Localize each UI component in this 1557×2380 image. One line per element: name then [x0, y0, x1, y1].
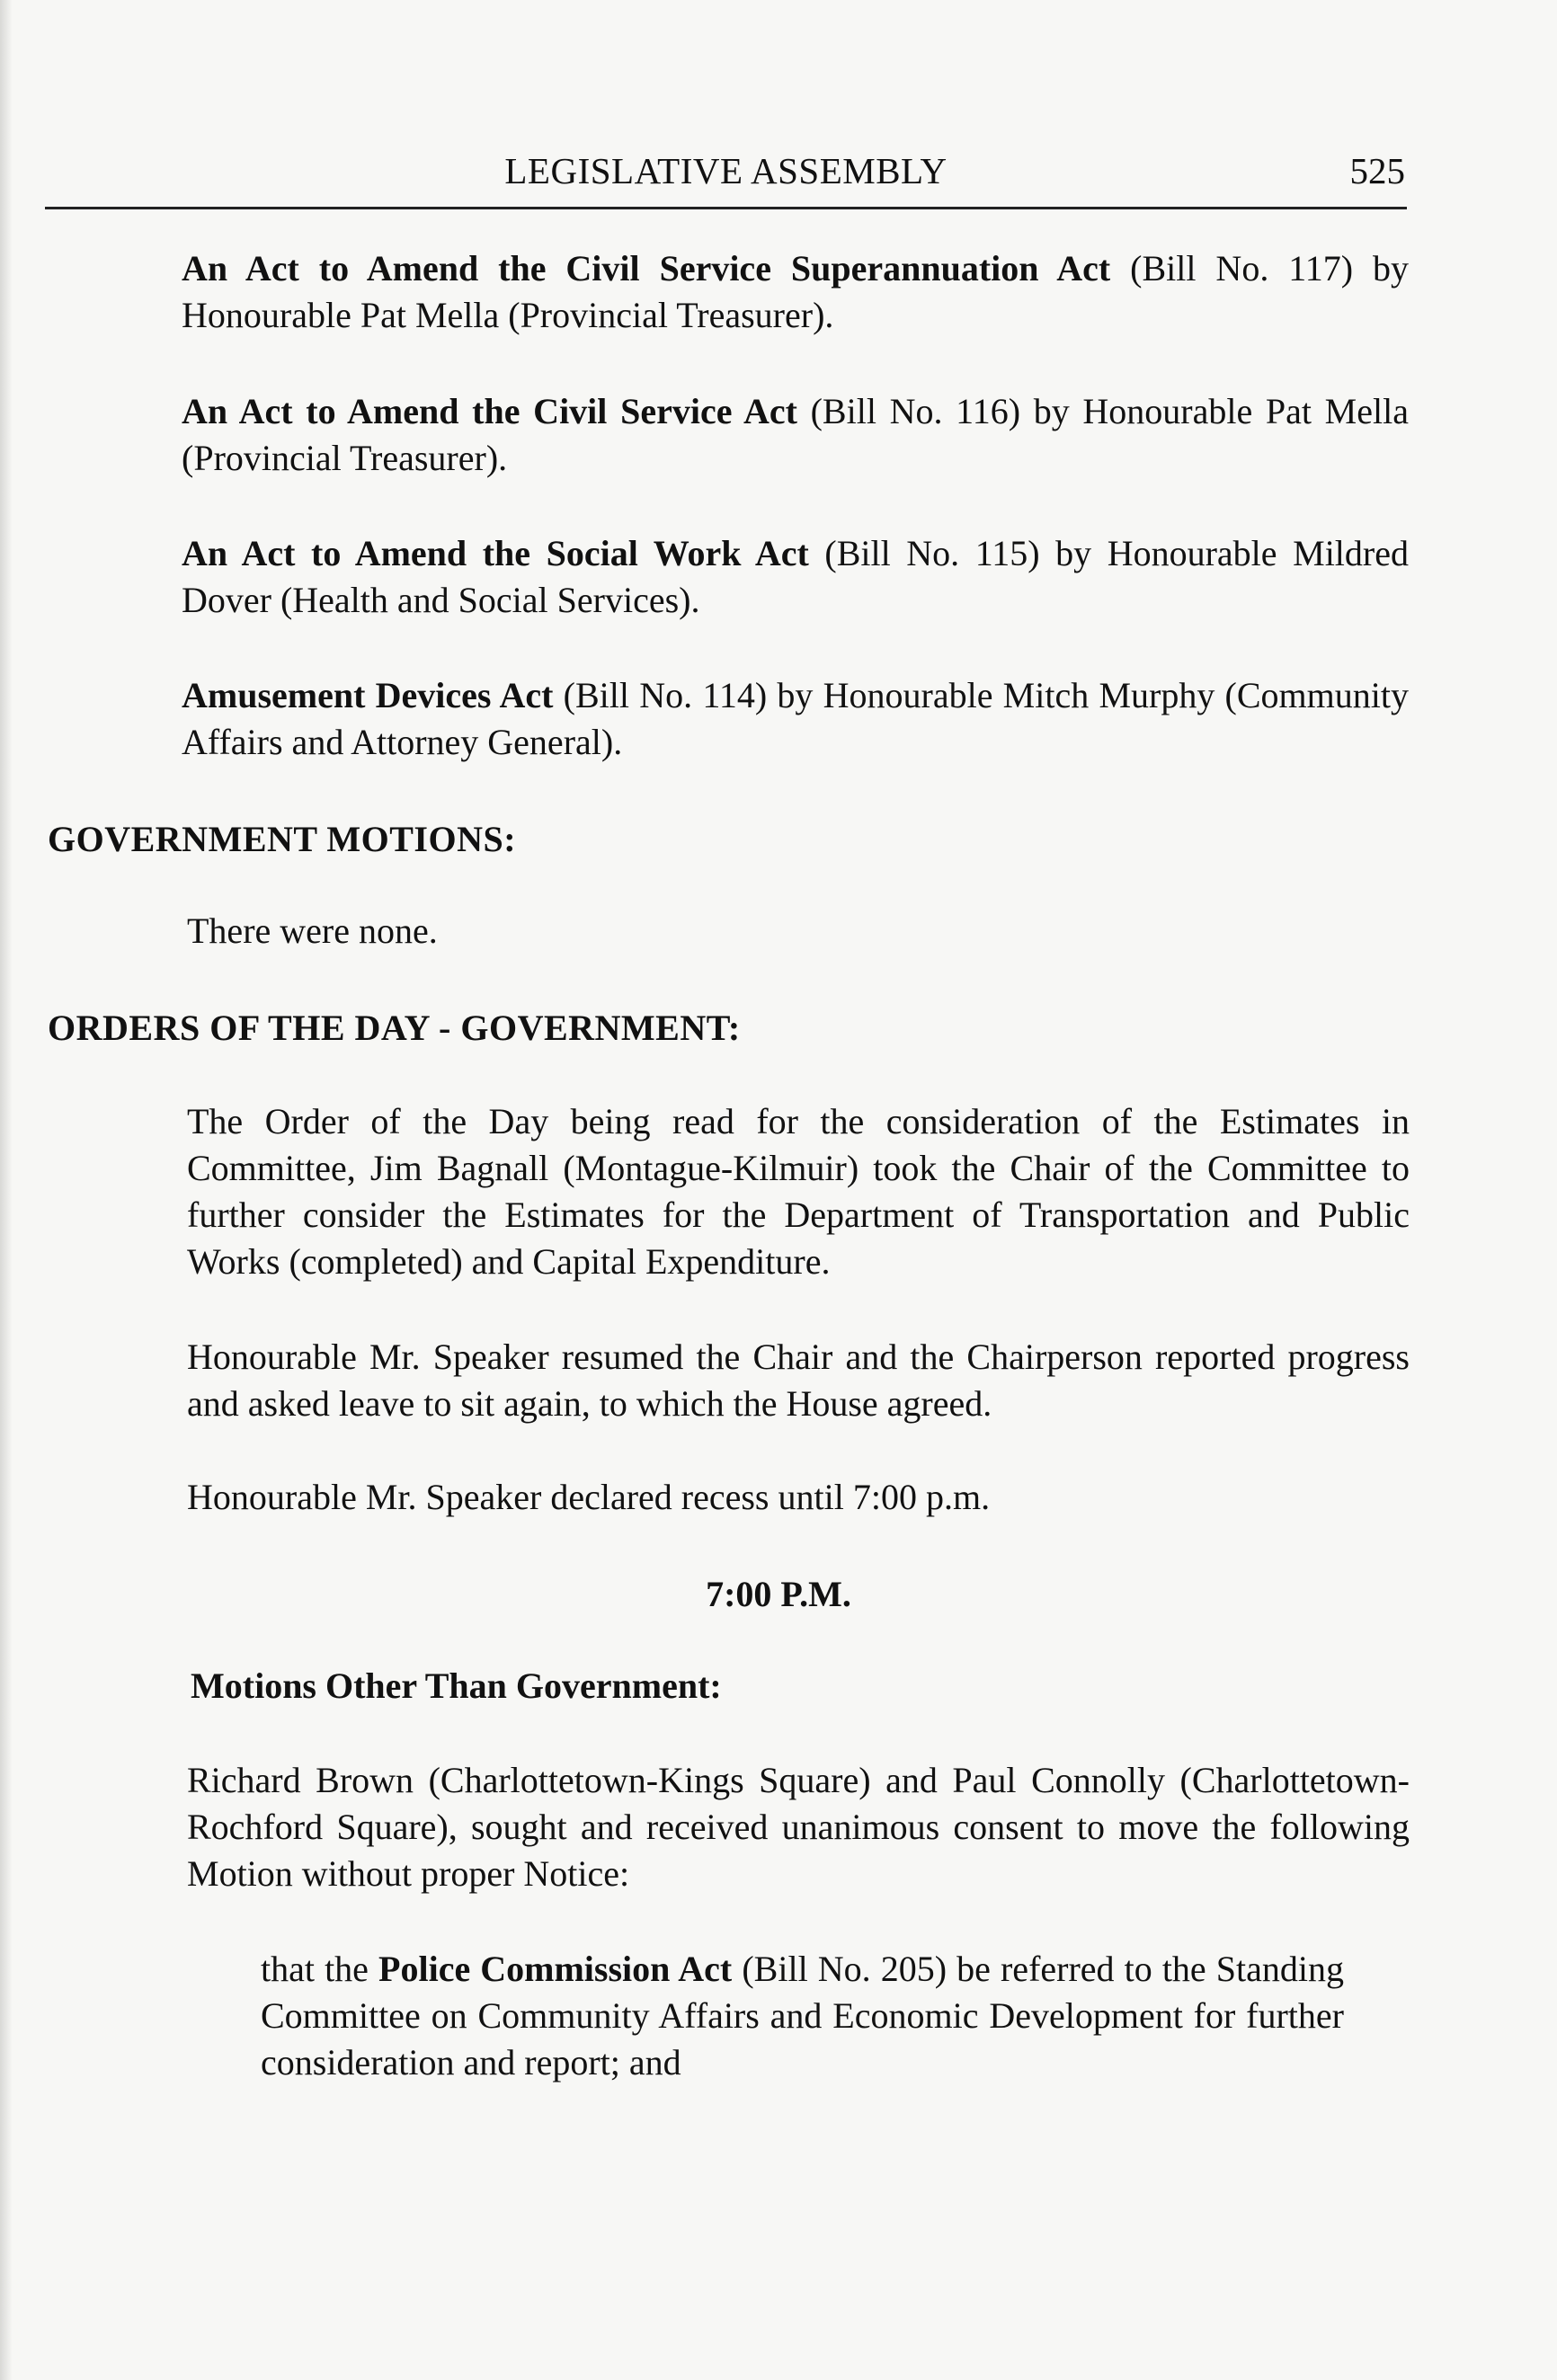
bill-entry-117	[182, 245, 1409, 339]
motion-text	[261, 1946, 1344, 2086]
running-header	[45, 144, 1407, 209]
page-number: 525	[1349, 150, 1405, 191]
bill-entry-116	[182, 388, 1409, 482]
motions-other-than-government-heading: Motions Other Than Government:	[191, 1665, 722, 1706]
bill-details: (Bill No. 117) by Honourable Pat Mella (Provincial Treasurer).	[182, 248, 1410, 335]
motion-rest: (Bill No. 205) be referred to the Standing Committee on Community Affairs and Economic Development for further consideration and report; and	[261, 1949, 1344, 2082]
orders-paragraph-committee: The Order of the Day being read for the consideration of the Estimates in Committee, Jim Bagnall (Montague-Kilmuir) took the Chair of the Committee to further consider the Estimates for the Department of Transportation and Public Works (completed) and Capital Expenditure.	[187, 1101, 1410, 1282]
orders-paragraph-recess: Honourable Mr. Speaker declared recess until 7:00 p.m.	[187, 1477, 991, 1517]
motion-bill-title: Police Commission Act	[378, 1949, 733, 1989]
bill-details: (Bill No. 114) by Honourable Mitch Murphy (Community Affairs and Attorney General).	[182, 675, 1410, 762]
government-motions-heading: GOVERNMENT MOTIONS:	[48, 819, 517, 859]
page-spine-shadow	[0, 0, 13, 2380]
unanimous-consent-paragraph: Richard Brown (Charlottetown-Kings Square) and Paul Connolly (Charlottetown-Rochford Square), sought and received unanimous consent to move the following Motion without proper Notice:	[187, 1760, 1410, 1894]
bill-title: An Act to Amend the Civil Service Act	[182, 391, 797, 431]
header-title: LEGISLATIVE ASSEMBLY	[504, 150, 948, 191]
bill-details: (Bill No. 116) by Honourable Pat Mella (Provincial Treasurer).	[182, 391, 1409, 478]
bill-details: (Bill No. 115) by Honourable Mildred Dover (Health and Social Services).	[182, 533, 1409, 620]
government-motions-text: There were none.	[187, 910, 438, 951]
motion-prefix: that the	[261, 1949, 379, 1989]
bill-entry-114	[182, 672, 1409, 766]
orders-of-the-day-heading: ORDERS OF THE DAY - GOVERNMENT:	[48, 1008, 741, 1048]
bill-title: An Act to Amend the Civil Service Superannuation Act	[182, 248, 1111, 289]
time-heading: 7:00 P.M.	[706, 1574, 851, 1614]
orders-paragraph-speaker-resumed: Honourable Mr. Speaker resumed the Chair and the Chairperson reported progress and asked leave to sit again, to which the House agreed.	[187, 1337, 1410, 1424]
bill-title: Amusement Devices Act	[182, 675, 554, 715]
bill-title: An Act to Amend the Social Work Act	[182, 533, 809, 573]
bill-entry-115	[182, 530, 1409, 624]
